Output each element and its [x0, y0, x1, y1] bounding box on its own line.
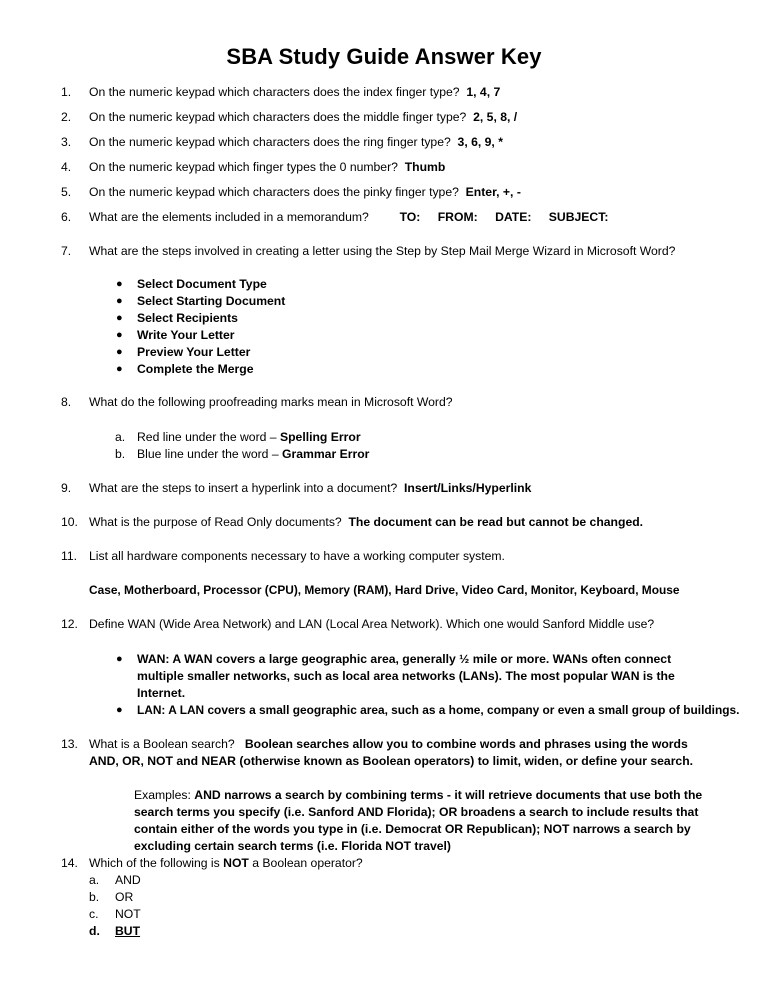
wan-definition: WAN: A WAN covers a large geographic area, generally ½ mile or more. WANs often connect multiple smaller networks, such as local area networks (LANs). The most popular WAN is the Internet.	[137, 652, 675, 700]
answer-text: 1, 4, 7	[466, 85, 501, 99]
question-14: Which of the following is NOT a Boolean operator?	[89, 856, 363, 870]
option-text: AND	[115, 873, 141, 887]
question-text: What is the purpose of Read Only documents?	[89, 515, 342, 529]
question-text: What is a Boolean search?	[89, 737, 235, 751]
answer-text: Grammar Error	[282, 447, 370, 461]
question-10	[89, 514, 643, 531]
question-text: What are the elements included in a memorandum?	[89, 210, 369, 224]
mail-merge-step: Select Starting Document	[137, 294, 286, 308]
bullet-icon: ●	[116, 346, 123, 358]
answer-text: Spelling Error	[279, 430, 361, 444]
question-13	[89, 736, 719, 770]
examples-text: AND narrows a search by combining terms - it will retrieve documents that use both the search terms you specify (i.e. Sanford AND Florida); OR broadens a search to include results that contain either of the words you type in (i.e. Democrat OR Republican); NOT narrows a search by excluding certain search terms (i.e. Florida NOT travel)	[134, 788, 703, 853]
question-number: 14.	[61, 856, 78, 870]
answer-text: Insert/Links/Hyperlink	[404, 481, 532, 495]
memo-element: FROM:	[437, 210, 478, 224]
question-3	[89, 134, 503, 151]
mail-merge-step: Complete the Merge	[137, 362, 254, 376]
option-label: c.	[89, 907, 99, 921]
mail-merge-step: Select Recipients	[137, 311, 238, 325]
boolean-examples: Examples: AND narrows a search by combining terms - it will retrieve documents that use both the search terms you specify (i.e. Sanford AND Florida); OR broadens a search to include results that contain either of the words you type in (i.e. Democrat OR Republican); NOT narrows a search by excluding certain search terms (i.e. Florida NOT travel)	[134, 788, 703, 853]
question-number: 2.	[61, 110, 72, 124]
bullet-icon: ●	[116, 278, 123, 290]
proofreading-mark-b: Blue line under the word – Grammar Error	[137, 447, 370, 461]
answer-text: 2, 5, 8, /	[473, 110, 518, 124]
question-number: 5.	[61, 185, 72, 199]
memo-element: SUBJECT:	[548, 210, 609, 224]
correct-option: BUT	[115, 924, 141, 938]
answer-text: 3, 6, 9, *	[457, 135, 503, 149]
question-text: On the numeric keypad which characters does the middle finger type?	[89, 110, 467, 124]
question-number: 6.	[61, 210, 72, 224]
bullet-icon: ●	[116, 329, 123, 341]
page-title: SBA Study Guide Answer Key	[226, 44, 542, 69]
question-text: What are the steps involved in creating a letter using the Step by Step Mail Merge Wizard in Microsoft Word?	[89, 244, 676, 258]
answer-text: The document can be read but cannot be changed.	[348, 515, 644, 529]
option-label: d.	[89, 924, 100, 938]
option-label: b.	[115, 447, 126, 461]
question-5	[89, 184, 521, 201]
option-label: b.	[89, 890, 100, 904]
question-6	[89, 209, 608, 226]
question-number: 8.	[61, 395, 72, 409]
bullet-icon: ●	[116, 363, 123, 375]
answer-text: Case, Motherboard, Processor (CPU), Memory (RAM), Hard Drive, Video Card, Monitor, Keyboard, Mouse	[89, 583, 680, 597]
memo-element: TO:	[399, 210, 421, 224]
question-text: Define WAN (Wide Area Network) and LAN (Local Area Network). Which one would Sanford Middle use?	[89, 617, 655, 631]
answer-text: Thumb	[404, 160, 446, 174]
mail-merge-step: Select Document Type	[137, 277, 267, 291]
answer-text: Boolean searches allow you to combine words and phrases using the words AND, OR, NOT and NEAR (otherwise known as Boolean operators) to limit, widen, or define your search.	[89, 737, 694, 768]
bullet-icon: ●	[116, 312, 123, 324]
answer-text: Enter, +, -	[465, 185, 521, 199]
question-number: 11.	[61, 549, 78, 563]
question-text: On the numeric keypad which characters does the ring finger type?	[89, 135, 451, 149]
question-number: 10.	[61, 515, 78, 529]
option-label: a.	[115, 430, 126, 444]
question-text: What are the steps to insert a hyperlink into a document?	[89, 481, 398, 495]
question-number: 7.	[61, 244, 72, 258]
question-2	[89, 109, 517, 126]
bullet-icon: ●	[116, 295, 123, 307]
question-text: List all hardware components necessary to have a working computer system.	[89, 549, 505, 563]
mail-merge-step: Preview Your Letter	[137, 345, 251, 359]
question-number: 12.	[61, 617, 78, 631]
question-text: On the numeric keypad which characters does the pinky finger type?	[89, 185, 459, 199]
question-text: On the numeric keypad which characters does the index finger type?	[89, 85, 460, 99]
memo-element: DATE:	[495, 210, 532, 224]
question-number: 1.	[61, 85, 72, 99]
question-number: 3.	[61, 135, 72, 149]
question-9	[89, 480, 531, 497]
bullet-icon: ●	[116, 704, 123, 716]
question-text: On the numeric keypad which finger types the 0 number?	[89, 160, 398, 174]
proofreading-mark-a: Red line under the word – Spelling Error	[137, 430, 361, 444]
mail-merge-step: Write Your Letter	[137, 328, 235, 342]
option-text: OR	[115, 890, 134, 904]
question-1	[89, 84, 500, 101]
bullet-icon: ●	[116, 653, 123, 665]
question-text: What do the following proofreading marks mean in Microsoft Word?	[89, 395, 453, 409]
question-number: 13.	[61, 737, 78, 751]
lan-definition: LAN: A LAN covers a small geographic area, such as a home, company or even a small group of buildings.	[137, 703, 740, 717]
option-text: NOT	[115, 907, 141, 921]
question-number: 4.	[61, 160, 72, 174]
question-number: 9.	[61, 481, 72, 495]
option-label: a.	[89, 873, 100, 887]
question-4	[89, 159, 445, 176]
